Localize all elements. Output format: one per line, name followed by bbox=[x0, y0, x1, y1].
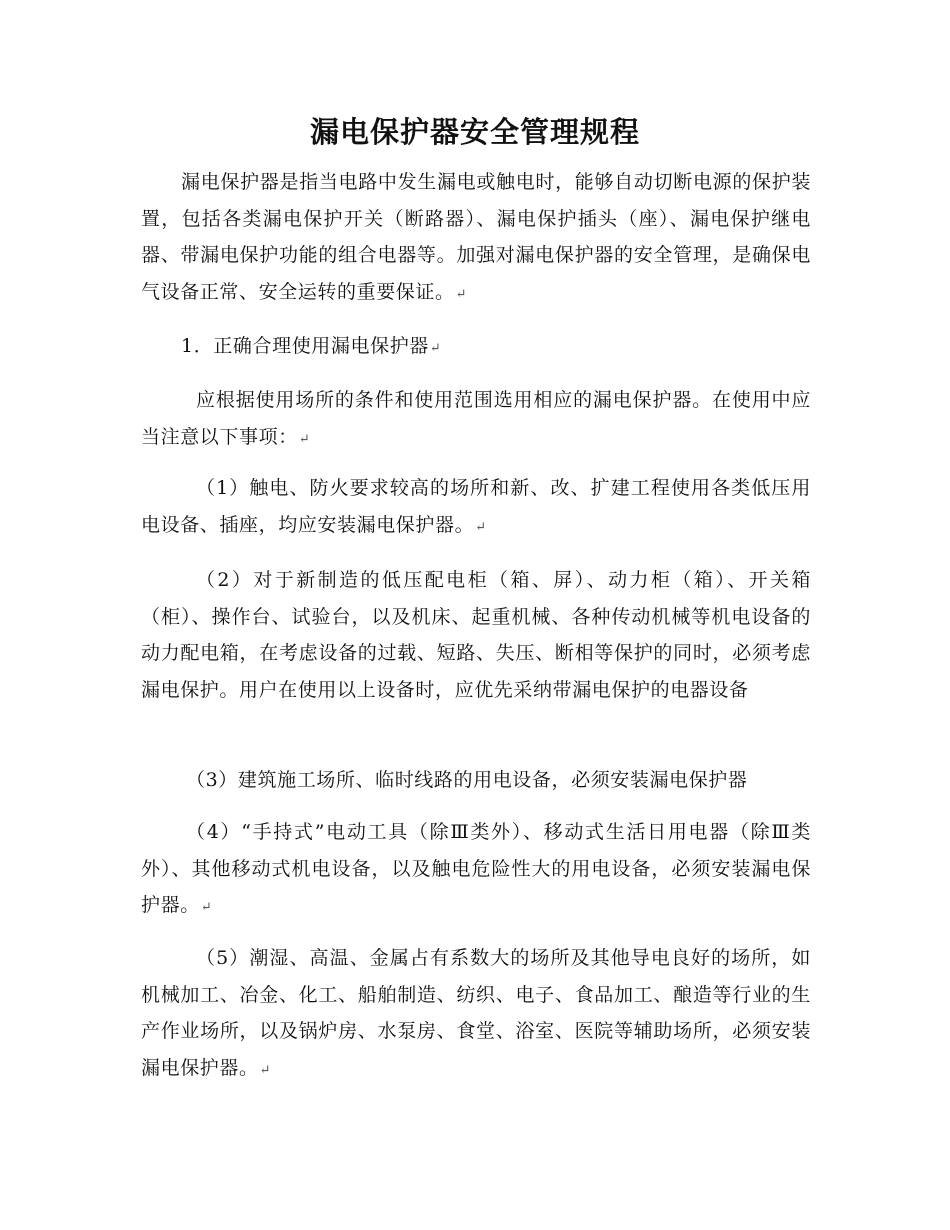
item-2-paragraph bbox=[141, 562, 811, 708]
item-4-text: （4）“手持式”电动工具（除Ⅲ类外）、移动式生活日用电器（除Ⅲ类外）、其他移动式机电设备，以及触电危险性大的用电设备，必须安装漏电保护器。 bbox=[141, 821, 811, 916]
paragraph-mark: ↵ bbox=[259, 1062, 271, 1078]
item-2-text: （2）对于新制造的低压配电柜（箱、屏）、动力柜（箱）、开关箱（柜）、操作台、试验台，以及机床、起重机械、各种传动机械等机电设备的动力配电箱，在考虑设备的过载、短路、失压、断相等保护的同时，必须考虑漏电保护。用户在使用以上设备时，应优先采纳带漏电保护的电器设备 bbox=[141, 569, 811, 701]
item-3-paragraph bbox=[141, 762, 811, 799]
item-1-paragraph bbox=[141, 470, 811, 546]
intro-text: 漏电保护器是指当电路中发生漏电或触电时，能够自动切断电源的保护装置，包括各类漏电保护开关（断路器）、漏电保护插头（座）、漏电保护继电器、带漏电保护功能的组合电器等。加强对漏电保护器的安全管理，是确保电气设备正常、安全运转的重要保证。 bbox=[141, 171, 811, 303]
paragraph-mark: ↵ bbox=[429, 341, 441, 356]
section-1-lead-text: 应根据使用场所的条件和使用范围选用相应的漏电保护器。在使用中应当注意以下事项： bbox=[141, 389, 811, 448]
section-1-lead-paragraph bbox=[141, 382, 811, 458]
section-1-heading-text: 1．正确合理使用漏电保护器 bbox=[181, 335, 429, 357]
paragraph-mark: ↵ bbox=[475, 519, 487, 535]
paragraph-mark: ↵ bbox=[200, 900, 212, 915]
item-3-text: （3）建筑施工场所、临时线路的用电设备，必须安装漏电保护器 bbox=[186, 769, 748, 791]
item-4-paragraph bbox=[141, 814, 811, 927]
document-title: 漏电保护器安全管理规程 bbox=[309, 115, 640, 149]
intro-paragraph bbox=[141, 164, 811, 313]
item-5-paragraph bbox=[141, 940, 811, 1089]
paragraph-mark: ↵ bbox=[298, 431, 310, 447]
item-5-text: （5）潮湿、高温、金属占有系数大的场所及其他导电良好的场所，如机械加工、冶金、化工、船舶制造、纺织、电子、食品加工、酿造等行业的生产作业场所，以及锅炉房、水泵房、食堂、浴室、医院等辅助场所，必须安装漏电保护器。 bbox=[141, 947, 811, 1079]
section-1-heading bbox=[141, 328, 811, 368]
item-1-text: （1）触电、防火要求较高的场所和新、改、扩建工程使用各类低压用电设备、插座，均应安装漏电保护器。 bbox=[141, 477, 811, 536]
paragraph-mark: ↵ bbox=[455, 286, 467, 302]
